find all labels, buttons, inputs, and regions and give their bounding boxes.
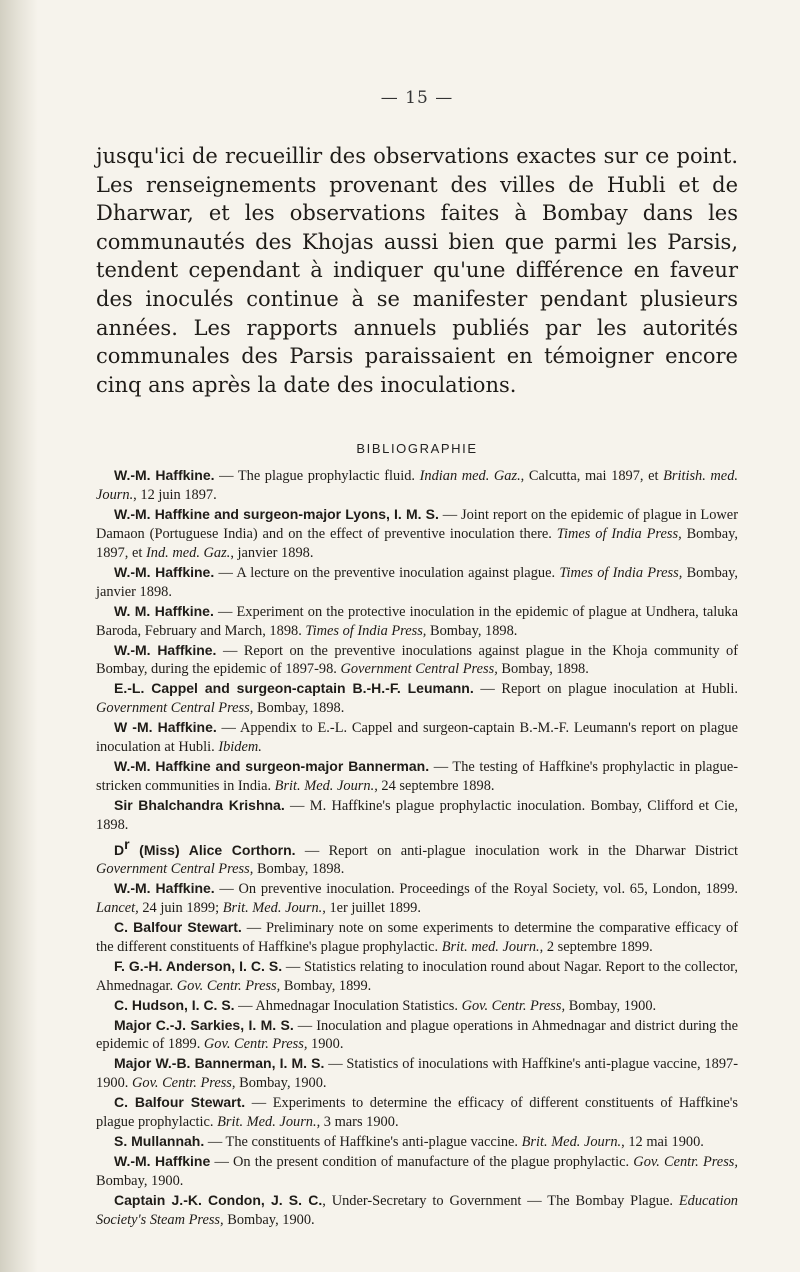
entry-source: Gov. Centr. Press, — [633, 1153, 738, 1170]
entry-text: Bombay, 1898. — [253, 700, 345, 717]
entry-author: D — [114, 841, 125, 858]
entry-author: Major C.-J. Sarkies, I. M. S. — [114, 1016, 294, 1033]
entry-author: W.-M. Haffkine. — [114, 880, 215, 897]
document-page — [96, 88, 738, 1229]
intro-paragraph: jusqu'ici de recueillir des observations exactes sur ce point. Les renseignements provenant des villes de Hubli et de Dharwar, et les observations faites à Bombay dans les communautés des Khojas aussi bien que parmi les Parsis, tendent cependant à indiquer qu'une différence en faveur des inoculés continue à se manifester pendant plusieurs années. Les rapports annuels publiés par les autorités communales des Parsis paraissaient en témoigner encore cinq ans après la date des inoculations. — [96, 144, 738, 397]
bibliography-entry — [96, 835, 738, 880]
bibliography-entry — [96, 957, 738, 996]
entry-author: W.-M. Haffkine and surgeon-major Lyons, I. M. S. — [114, 506, 439, 523]
bibliography-entry — [96, 718, 738, 757]
entry-text: — Report on the preventive inoculations against plague in the Khoja community of Bombay, during the epidemic of 1897-98. — [96, 642, 738, 678]
entry-author: C. Balfour Stewart. — [114, 1094, 246, 1111]
entry-text: — Ahmednagar Inoculation Statistics. — [234, 997, 462, 1014]
entry-text: Bombay, 1899. — [280, 977, 372, 994]
entry-text: — Appendix to E.-L. Cappel and surgeon-captain B.-M.-F. Leumann's report on plague inoculation at Hubli. — [96, 720, 738, 756]
bibliography-entry — [96, 679, 738, 718]
entry-text: , Calcutta, mai 1897, et — [520, 468, 664, 485]
entry-source: British. med. Journ. — [96, 468, 738, 504]
entry-text: — Preliminary note on some experiments to determine the comparative efficacy of the different constituents of Haffkine's plague prophylactic. — [96, 919, 739, 955]
entry-author: F. G.-H. Anderson, I. C. S. — [114, 957, 283, 974]
entry-source: Brit. Med. Journ. — [521, 1133, 622, 1150]
entry-text: , 12 juin 1897. — [133, 487, 217, 504]
entry-text: , Under-Secretary to Government — The Bombay Plague. — [322, 1192, 679, 1209]
bibliography-entry — [96, 641, 738, 680]
entry-author: W.-M. Haffkine. — [114, 563, 215, 580]
entry-author: Captain J.-K. Condon, J. S. C. — [114, 1191, 323, 1208]
entry-source: Gov. Centr. Press, — [203, 1036, 308, 1053]
bibliography-entry — [96, 1054, 738, 1093]
bibliography-entry — [96, 879, 738, 918]
entry-text: Bombay, 1900. — [565, 997, 657, 1014]
entry-text: — Experiments to determine the efficacy of different constituents of Haffkine's plague prophylactic. — [96, 1095, 738, 1131]
entry-text: — On the present condition of manufacture of the plague prophylactic. — [210, 1153, 634, 1170]
bibliography-entry — [96, 1152, 738, 1191]
entry-author: W.-M. Haffkine — [114, 1152, 211, 1169]
entry-author: C. Balfour Stewart. — [114, 918, 242, 935]
bibliography-entry — [96, 757, 738, 796]
entry-text: — Joint report on the epidemic of plague in Lower Damaon (Portuguese India) and on the effect of preventive inoculation there. — [96, 507, 738, 543]
entry-text: Bombay, 1898. — [426, 622, 518, 639]
entry-source: Lancet, — [96, 900, 139, 917]
bibliography-entry — [96, 796, 738, 835]
entry-source: Gov. Centr. Press, — [176, 977, 281, 994]
entry-source: Government Central Press, — [96, 700, 254, 717]
bibliography-entry — [96, 996, 738, 1016]
bibliography-entry — [96, 1132, 738, 1152]
entry-source: Times of India Press, — [305, 622, 427, 639]
bibliography-heading: BIBLIOGRAPHIE — [356, 441, 478, 457]
entry-text: — On preventive inoculation. Proceedings of the Royal Society, vol. 65, London, 1899. — [214, 881, 738, 898]
entry-text: 24 juin 1899; — [138, 900, 223, 917]
entry-source: Government Central Press, — [96, 861, 254, 878]
entry-text: — The testing of Haffkine's prophylactic in plague-stricken communities in India. — [96, 758, 738, 794]
entry-author-sup: r — [124, 835, 130, 852]
entry-text: — M. Haffkine's plague prophylactic inoculation. Bombay, Clifford et Cie, 1898. — [96, 797, 738, 833]
entry-author: W -M. Haffkine. — [114, 719, 217, 736]
entry-source: Brit. Med. Journ. — [217, 1114, 317, 1131]
bibliography-entry — [96, 563, 738, 602]
entry-source: Ibidem. — [218, 739, 262, 756]
bibliography-entry — [96, 1191, 738, 1230]
entry-author: W.-M. Haffkine and surgeon-major Bannerman. — [114, 757, 430, 774]
page-number: — 15 — — [380, 88, 454, 108]
bibliography-entry — [96, 1016, 738, 1055]
entry-author: E.-L. Cappel and surgeon-captain B.-H.-F. Leumann. — [114, 680, 474, 697]
bibliography-entry — [96, 918, 738, 957]
entry-text: Bombay, janvier 1898. — [96, 564, 739, 600]
bibliography-entry — [96, 602, 738, 641]
entry-source: Times of India Press, — [556, 526, 682, 543]
page-gutter-shadow — [0, 0, 38, 1272]
entry-source: Brit. Med. Journ. — [222, 900, 323, 917]
entry-author-cont: (Miss) Alice Corthorn. — [129, 841, 296, 858]
entry-text: — Statistics of inoculations with Haffkine's anti-plague vaccine, 1897-1900. — [96, 1056, 738, 1092]
entry-text: , 12 mai 1900. — [621, 1133, 704, 1150]
entry-author: C. Hudson, I. C. S. — [114, 996, 235, 1013]
entry-text: — Report on plague inoculation at Hubli. — [473, 681, 738, 698]
entry-source: Gov. Centr. Press, — [131, 1075, 236, 1092]
entry-text: Bombay, 1900. — [223, 1211, 315, 1228]
entry-text: — A lecture on the preventive inoculation against plague. — [214, 564, 560, 581]
entry-text: — Inoculation and plague operations in Ahmednagar and district during the epidemic of 1899. — [96, 1017, 738, 1053]
entry-text: 1900. — [307, 1036, 344, 1053]
entry-text: Bombay, 1900. — [235, 1075, 327, 1092]
entry-text: Bombay, 1900. — [96, 1172, 184, 1189]
entry-source: Brit. Med. Journ. — [274, 777, 375, 794]
bibliography-entry — [96, 466, 738, 505]
entry-text: , janvier 1898. — [230, 544, 314, 561]
entry-text: — The constituents of Haffkine's anti-plague vaccine. — [204, 1133, 522, 1150]
entry-text: , 1er juillet 1899. — [322, 900, 421, 917]
entry-author: W. M. Haffkine. — [114, 602, 214, 619]
entry-text: , 24 septembre 1898. — [374, 777, 495, 794]
entry-text: Bombay, 1898. — [253, 861, 345, 878]
entry-text: , 3 mars 1900. — [316, 1114, 399, 1131]
entry-source: Times of India Press, — [559, 564, 683, 581]
bibliography-entry — [96, 1093, 738, 1132]
entry-text: — Report on anti-plague inoculation work in the Dharwar District — [295, 842, 738, 859]
bibliography-entry — [96, 505, 738, 563]
entry-author: W.-M. Haffkine. — [114, 641, 217, 658]
entry-text: Bombay, 1898. — [497, 661, 589, 678]
entry-author: S. Mullannah. — [114, 1132, 205, 1149]
entry-text: , 2 septembre 1899. — [539, 938, 653, 955]
entry-author: W.-M. Haffkine. — [114, 467, 215, 484]
entry-text: — The plague prophylactic fluid. — [214, 468, 420, 485]
entry-source: Indian med. Gaz. — [419, 468, 521, 485]
entry-author: Sir Bhalchandra Krishna. — [114, 796, 285, 813]
entry-author: Major W.-B. Bannerman, I. M. S. — [114, 1055, 325, 1072]
entry-source: Brit. med. Journ. — [441, 938, 540, 955]
entry-source: Gov. Centr. Press, — [461, 997, 566, 1014]
bibliography-list — [96, 466, 738, 1229]
entry-text: — Experiment on the protective inoculation in the epidemic of plague at Undhera, taluka Baroda, February and March, 1898. — [96, 603, 738, 639]
entry-source: Education Society's Steam Press, — [96, 1192, 738, 1228]
entry-text: — Statistics relating to inoculation round about Nagar. Report to the collector, Ahmednagar. — [96, 958, 738, 994]
entry-text: Bombay, 1897, et — [96, 526, 738, 561]
entry-source: Government Central Press, — [340, 661, 498, 678]
entry-source: Ind. med. Gaz. — [145, 544, 231, 561]
